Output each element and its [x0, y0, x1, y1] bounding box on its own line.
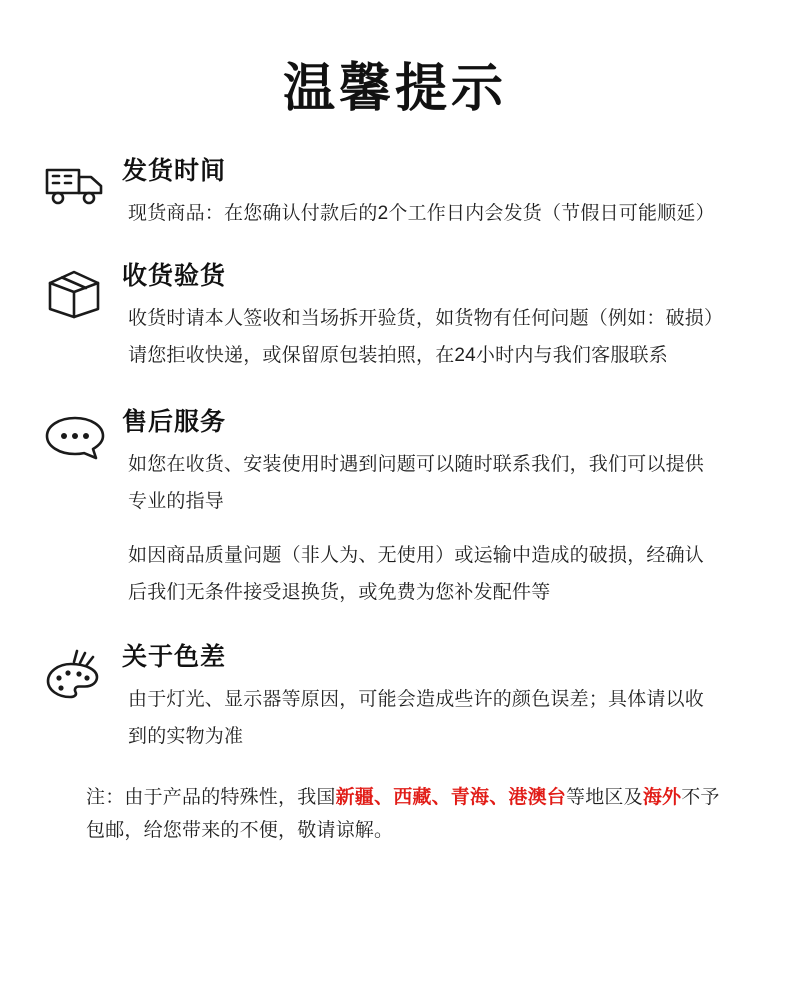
section-aftersales: [40, 409, 750, 608]
palette-icon: [40, 644, 122, 700]
section-text: 现货商品：在您确认付款后的2个工作日内会发货（节假日可能顺延）: [128, 202, 715, 224]
shipping-footnote: [40, 782, 750, 847]
section-text: 由于灯光、显示器等原因，可能会造成些许的颜色误差；具体请以收: [128, 688, 705, 710]
footnote-suffix: 不予: [681, 787, 720, 809]
notice-sections: [40, 158, 750, 752]
section-receiving: [40, 263, 750, 371]
section-text: 专业的指导: [128, 491, 225, 513]
footnote-regions: 新疆、西藏、青海、港澳台: [335, 787, 567, 809]
section-title-color: 关于色差: [122, 643, 227, 672]
section-color: [40, 644, 750, 752]
section-text: 如因商品质量问题（非人为、无使用）或运输中造成的破损，经确认: [128, 544, 705, 566]
box-icon: [40, 263, 122, 319]
footnote-middle: 等地区及: [566, 787, 643, 809]
section-shipping: [40, 158, 750, 229]
section-text: 如您在收货、安装使用时遇到问题可以随时联系我们，我们可以提供: [128, 453, 705, 475]
truck-icon: [40, 158, 122, 206]
chat-bubble-icon: [40, 409, 122, 461]
footnote-line-1: [86, 782, 740, 814]
section-title-shipping: 发货时间: [122, 157, 227, 186]
section-text: 到的实物为准: [128, 726, 244, 748]
footnote-line-2: 包邮，给您带来的不便，敬请谅解。: [86, 819, 394, 841]
page-title: 温馨提示: [282, 60, 507, 118]
footnote-overseas: 海外: [642, 787, 682, 809]
section-text: 请您拒收快递，或保留原包装拍照，在24小时内与我们客服联系: [128, 345, 668, 367]
section-title-aftersales: 售后服务: [122, 408, 227, 437]
section-title-receiving: 收货验货: [122, 262, 227, 291]
section-text: 后我们无条件接受退换货，或免费为您补发配件等: [128, 581, 551, 603]
section-text: 收货时请本人签收和当场拆开验货，如货物有任何问题（例如：破损）: [128, 307, 724, 329]
footnote-prefix: 注：由于产品的特殊性，我国: [86, 787, 336, 809]
